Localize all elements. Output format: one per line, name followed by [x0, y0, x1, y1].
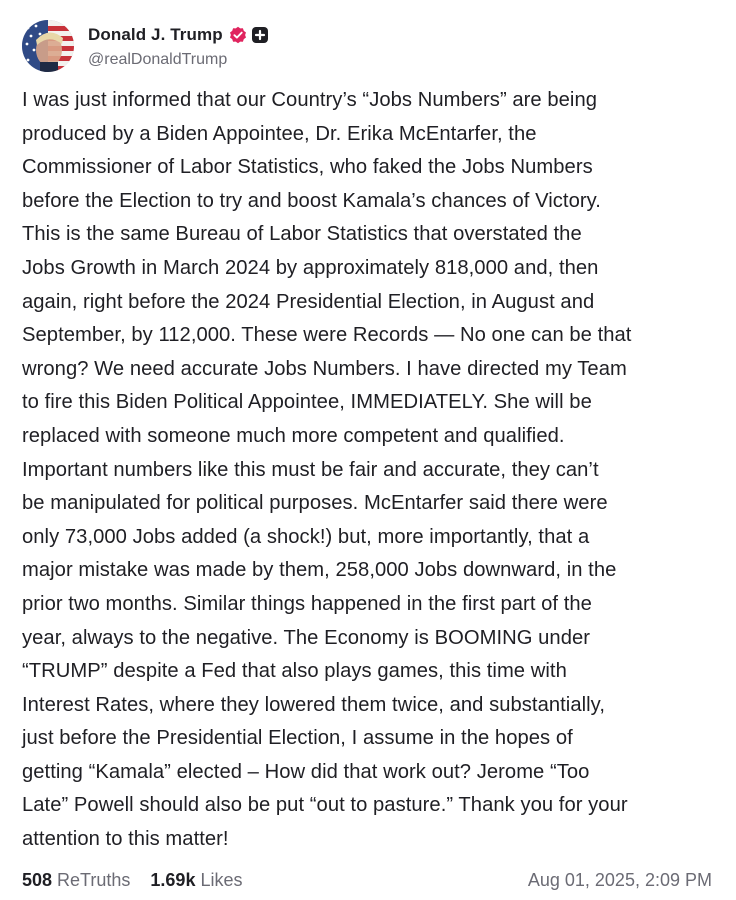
- verified-badge-icon: [229, 26, 247, 44]
- body-line: produced by a Biden Appointee, Dr. Erika McEntarfer, the: [22, 122, 537, 145]
- body-line: attention to this matter!: [22, 828, 229, 851]
- body-line: be manipulated for political purposes. McEntarfer said there were: [22, 492, 608, 515]
- retruths-label: ReTruths: [57, 869, 131, 890]
- plus-badge-icon: [251, 26, 269, 44]
- body-line: Late” Powell should also be put “out to pasture.” Thank you for your: [22, 794, 628, 817]
- retruths-count: 508: [22, 869, 53, 890]
- handle[interactable]: @realDonaldTrump: [88, 51, 228, 68]
- body-line: to fire this Biden Political Appointee, IMMEDIATELY. She will be: [22, 391, 592, 414]
- avatar[interactable]: [22, 20, 74, 72]
- body-line: only 73,000 Jobs added (a shock!) but, more importantly, that a: [22, 525, 590, 548]
- post-body: [22, 84, 722, 857]
- body-line: “TRUMP” despite a Fed that also plays games, this time with: [22, 660, 567, 683]
- body-line: year, always to the negative. The Economy is BOOMING under: [22, 626, 591, 649]
- body-line: Important numbers like this must be fair and accurate, they can’t: [22, 458, 599, 481]
- body-line: again, right before the 2024 Presidential Election, in August and: [22, 290, 595, 313]
- body-line: I was just informed that our Country’s “Jobs Numbers” are being: [22, 89, 598, 111]
- likes-stat[interactable]: [150, 870, 242, 891]
- post-timestamp[interactable]: Aug 01, 2025, 2:09 PM: [527, 869, 712, 890]
- post-header: [22, 18, 269, 74]
- body-line: major mistake was made by them, 258,000 Jobs downward, in the: [22, 559, 617, 582]
- body-line: prior two months. Similar things happened in the first part of the: [22, 592, 592, 615]
- name-row: [88, 23, 269, 47]
- body-line: September, by 112,000. These were Records — No one can be that: [22, 324, 632, 347]
- likes-count: 1.69k: [150, 869, 196, 890]
- display-name[interactable]: Donald J. Trump: [88, 25, 223, 44]
- body-line: getting “Kamala” elected – How did that work out? Jerome “Too: [22, 760, 590, 783]
- body-line: before the Election to try and boost Kamala’s chances of Victory.: [22, 189, 601, 212]
- body-line: replaced with someone much more competent and qualified.: [22, 424, 565, 447]
- body-line: just before the Presidential Election, I assume in the hopes of: [22, 727, 573, 750]
- author-info: [88, 23, 269, 69]
- body-line: Jobs Growth in March 2024 by approximately 818,000 and, then: [22, 256, 599, 279]
- retruths-stat[interactable]: [22, 870, 130, 891]
- body-line: Interest Rates, where they lowered them twice, and substantially,: [22, 693, 605, 716]
- body-line: wrong? We need accurate Jobs Numbers. I have directed my Team: [22, 357, 627, 380]
- likes-label: Likes: [200, 869, 243, 890]
- avatar-image: [22, 20, 74, 72]
- body-line: Commissioner of Labor Statistics, who faked the Jobs Numbers: [22, 156, 593, 179]
- body-line: This is the same Bureau of Labor Statistics that overstated the: [22, 223, 582, 246]
- post-footer: [22, 866, 712, 894]
